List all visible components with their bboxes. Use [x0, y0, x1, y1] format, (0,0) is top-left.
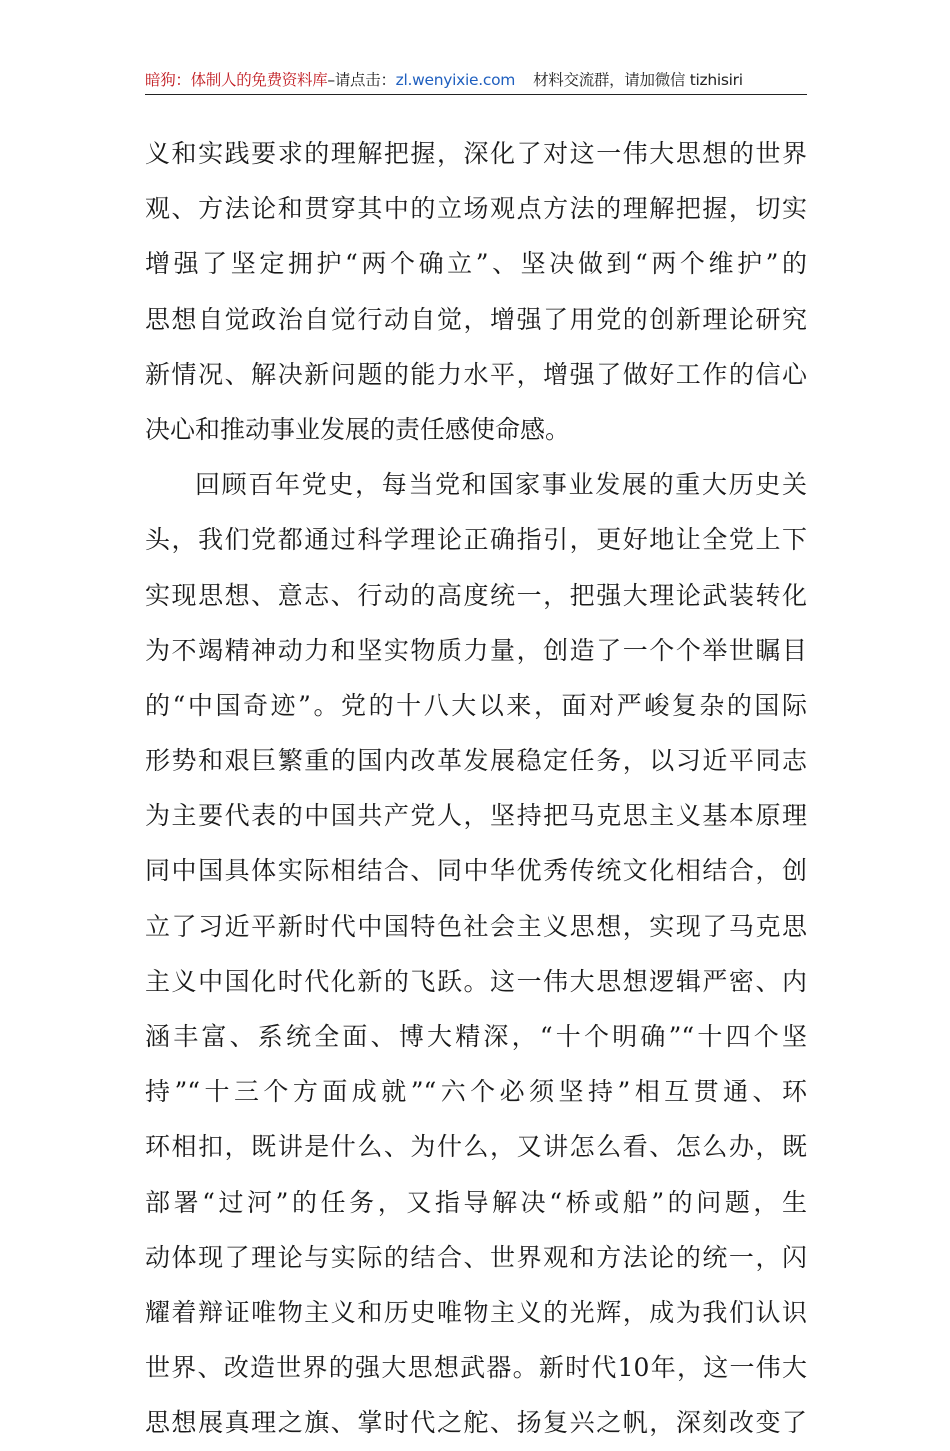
text-line: 回顾百年党史，每当党和国家事业发展的重大历史关	[195, 470, 807, 500]
text-line: 思想展真理之旗、掌时代之舵、扬复兴之帆，深刻改变了	[145, 1408, 807, 1438]
text-line: 涵丰富、系统全面、博大精深，“十个明确”“十四个坚	[145, 1022, 807, 1051]
paragraph-2	[145, 457, 807, 1450]
header-brand: 暗狗：体制人的免费资料库	[145, 71, 328, 89]
text-line: 的“中国奇迹”。党的十八大以来，面对严峻复杂的国际	[145, 690, 807, 720]
text-line: 立了习近平新时代中国特色社会主义思想，实现了马克思	[145, 911, 807, 941]
text-line: 持”“十三个方面成就”“六个必须坚持”相互贯通、环	[145, 1077, 807, 1107]
page-header	[145, 66, 807, 94]
text-line: 部署“过河”的任务，又指导解决“桥或船”的问题，生	[145, 1187, 807, 1217]
text-line: 决心和推动事业发展的责任感使命感。	[145, 414, 571, 444]
text-line: 新情况、解决新问题的能力水平，增强了做好工作的信心	[145, 359, 807, 389]
text-line: 同中国具体实际相结合、同中华优秀传统文化相结合，创	[145, 856, 807, 886]
header-separator: –请点击：	[327, 71, 396, 89]
text-line: 环相扣，既讲是什么、为什么，又讲怎么看、怎么办，既	[145, 1132, 807, 1162]
text-line: 为不竭精神动力和坚实物质力量，创造了一个个举世瞩目	[145, 635, 807, 665]
text-line: 头，我们党都通过科学理论正确指引，更好地让全党上下	[145, 525, 807, 555]
text-line: 思想自觉政治自觉行动自觉，增强了用党的创新理论研究	[145, 304, 807, 334]
text-line: 义和实践要求的理解把握，深化了对这一伟大思想的世界	[145, 139, 807, 168]
text-line: 形势和艰巨繁重的国内改革发展稳定任务，以习近平同志	[145, 746, 807, 776]
text-line: 耀着辩证唯物主义和历史唯物主义的光辉，成为我们认识	[145, 1297, 807, 1327]
text-line: 主义中国化时代化新的飞跃。这一伟大思想逻辑严密、内	[145, 966, 807, 996]
text-line: 实现思想、意志、行动的高度统一，把强大理论武装转化	[145, 580, 807, 610]
text-line: 动体现了理论与实际的结合、世界观和方法论的统一，闪	[145, 1242, 807, 1272]
header-link[interactable]: zl.wenyixie.com	[395, 71, 516, 89]
header-contact: 材料交流群，请加微信 tizhisiri	[533, 71, 743, 89]
document-body	[145, 126, 807, 1451]
header-rule	[145, 94, 807, 95]
text-line: 增强了坚定拥护“两个确立”、坚决做到“两个维护”的	[145, 249, 807, 279]
text-line: 为主要代表的中国共产党人，坚持把马克思主义基本原理	[145, 801, 807, 831]
text-line: 观、方法论和贯穿其中的立场观点方法的理解把握，切实	[145, 194, 807, 224]
paragraph-1	[145, 126, 807, 457]
text-line: 世界、改造世界的强大思想武器。新时代10年，这一伟大	[145, 1353, 807, 1383]
